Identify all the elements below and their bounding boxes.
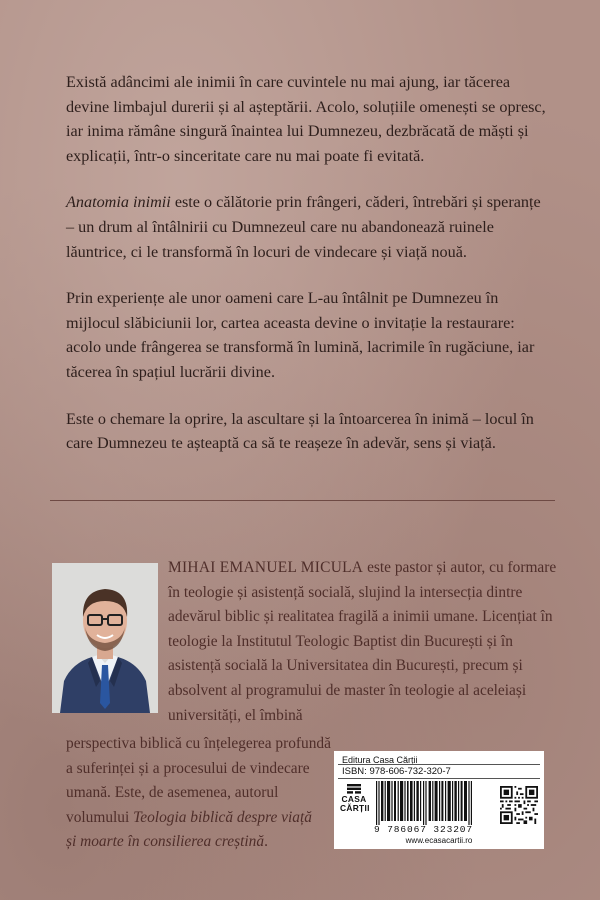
blurb-paragraph-4: Este o chemare la oprire, la ascultare și la întoarcerea în inimă – locul în care Dumnezeu te așteaptă ca să te reașeze în adevăr, sens și viață. (66, 409, 534, 453)
section-divider (50, 500, 555, 501)
blurb-paragraph-2-text: este o călătorie prin frângeri, căderi, întrebări și speranțe – un drum al întâlnirii cu Dumnezeul care nu abandonează ruinele lăuntrice, ci le transformă în locuri de vindecare și viață nouă. (66, 193, 541, 261)
barcode-separator-top (338, 764, 540, 765)
bio-line-3: umană. Este, de asemenea, autorul (66, 784, 279, 802)
author-bio-text: este pastor și autor, cu formare în teologie și asistență socială, slujind la intersecția dintre adevărul biblic și realitatea fragilă a inimii umane. Licențiat în teologie la Institutul Teologic Baptist din București și în asistență socială la Universitatea din București, precum și absolvent al programului de master în teologie al aceleiași universități, el îmbină (168, 559, 557, 724)
isbn-text: ISBN: 978-606-732-320-7 (342, 766, 451, 777)
author-bio-continued-paragraph (66, 732, 331, 855)
author-photo (52, 563, 158, 713)
bio-line-4-prefix: volumului (66, 808, 134, 826)
isbn-barcode-box (334, 751, 544, 849)
author-portrait-illustration (52, 563, 158, 713)
back-cover-blurb (66, 70, 550, 478)
author-name: MIHAI EMANUEL MICULA (168, 559, 364, 576)
author-bio-continued (66, 732, 331, 855)
qr-code-icon (500, 786, 538, 824)
bio-line-2: a suferinței și a procesului de vindecare (66, 759, 310, 777)
blurb-paragraph-2 (66, 190, 550, 264)
publisher-website: www.ecasacartii.ro (405, 836, 473, 845)
ean-barcode-icon (372, 781, 488, 825)
author-bio-paragraph (168, 556, 560, 728)
logo-text-top: CASA (341, 794, 367, 804)
logo-text-bottom: CĂRȚII (340, 803, 370, 813)
bio-line-1: perspectiva biblică cu înțelegerea profundă (66, 735, 331, 752)
book-title-italic: Anatomia inimii (66, 193, 171, 212)
barcode-digits: 9 786067 323207 (374, 824, 474, 835)
publisher-logo (340, 783, 368, 825)
blurb-paragraph-3: Prin experiențe ale unor oameni care L-au întâlnit pe Dumnezeu în mijlocul slăbiciunii lor, cartea aceasta devine o invitație la restaurare: acolo unde frângerea se transformă în lumină, lacrimile în rugăciune, iar tăcerea în spațiul lucrării divine. (66, 289, 535, 381)
publisher-name: Editura Casa Cărții (342, 755, 418, 765)
blurb-paragraph-1: Există adâncimi ale inimii în care cuvintele nu mai ajung, iar tăcerea devine limbajul durerii și al așteptării. Acolo, soluțiile omenești se opresc, iar inima rămâne singură înaintea lui Dumnezeu, dezbrăcată de măști și explicații, într-o sinceritate care nu mai poate fi evitată. (66, 73, 546, 165)
other-book-title: Teologia biblică despre viață și moarte în consilierea creștină (66, 808, 312, 851)
bio-end-period: . (264, 833, 268, 851)
author-bio (168, 556, 560, 728)
barcode-separator-bottom (338, 778, 540, 779)
